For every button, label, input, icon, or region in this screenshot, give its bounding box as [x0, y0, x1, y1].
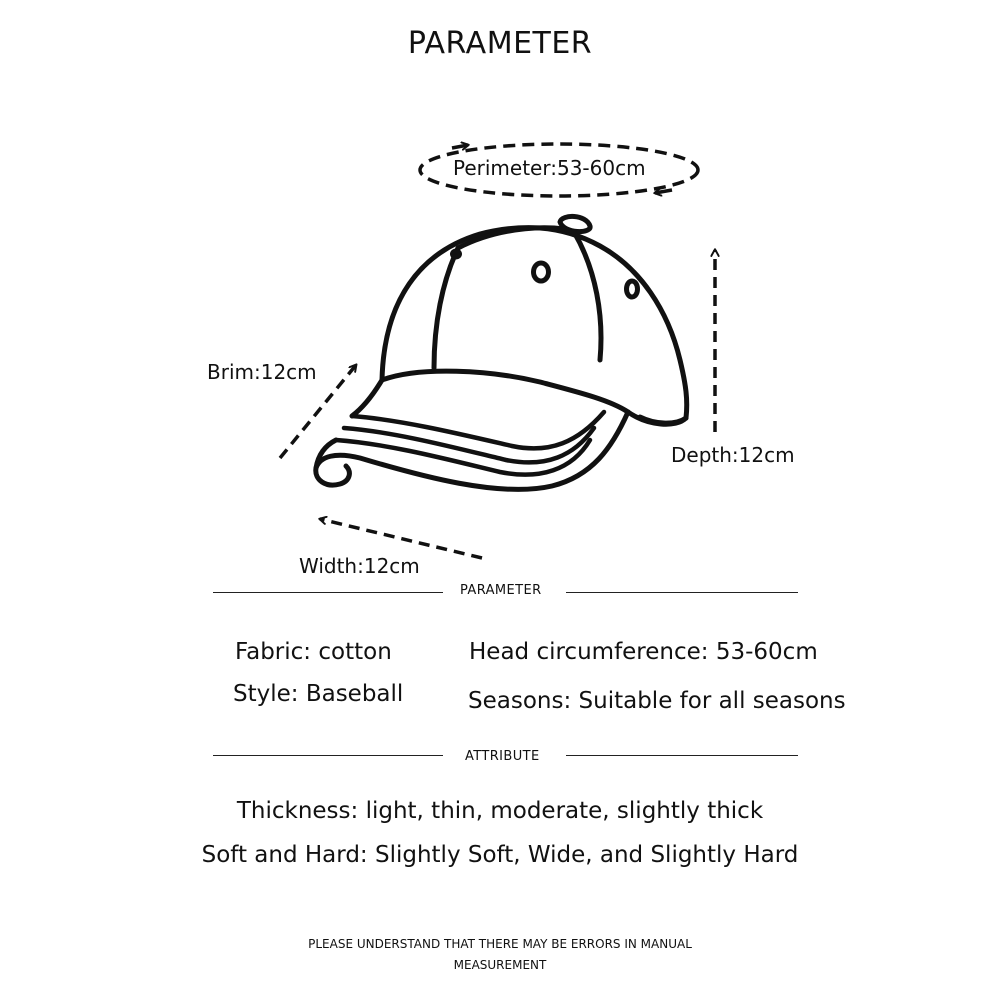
- style-spec: Style: Baseball: [233, 681, 404, 707]
- dashed-arrow-icon: [655, 190, 672, 193]
- attribute-divider-right: [566, 755, 798, 756]
- parameter-divider-right: [566, 592, 798, 593]
- page-title: PARAMETER: [407, 26, 593, 61]
- measurement-note: [0, 934, 1000, 976]
- brim-label: Brim:12cm: [207, 360, 317, 384]
- measurement-note-line1: PLEASE UNDERSTAND THAT THERE MAY BE ERRORS IN MANUAL: [308, 937, 692, 951]
- dashed-arrow-icon: [320, 519, 482, 558]
- measurement-note-line2: MEASUREMENT: [453, 958, 547, 972]
- parameter-section-label: PARAMETER: [460, 583, 542, 598]
- thickness-attribute: Thickness: light, thin, moderate, slightly thick: [236, 798, 764, 824]
- fabric-spec: Fabric: cotton: [235, 639, 392, 665]
- perimeter-label: Perimeter:53-60cm: [453, 156, 646, 180]
- attribute-divider-left: [213, 755, 443, 756]
- seasons-spec: Seasons: Suitable for all seasons: [468, 688, 846, 714]
- attribute-section-label: ATTRIBUTE: [465, 749, 540, 764]
- head-circumference-spec: Head circumference: 53-60cm: [469, 639, 818, 665]
- parameter-divider-left: [213, 592, 443, 593]
- dashed-arrow-icon: [452, 145, 468, 148]
- soft-hard-attribute: Soft and Hard: Slightly Soft, Wide, and Slightly Hard: [201, 842, 799, 868]
- cap-outline-icon: [316, 216, 687, 489]
- depth-label: Depth:12cm: [671, 443, 795, 467]
- width-label: Width:12cm: [299, 554, 420, 578]
